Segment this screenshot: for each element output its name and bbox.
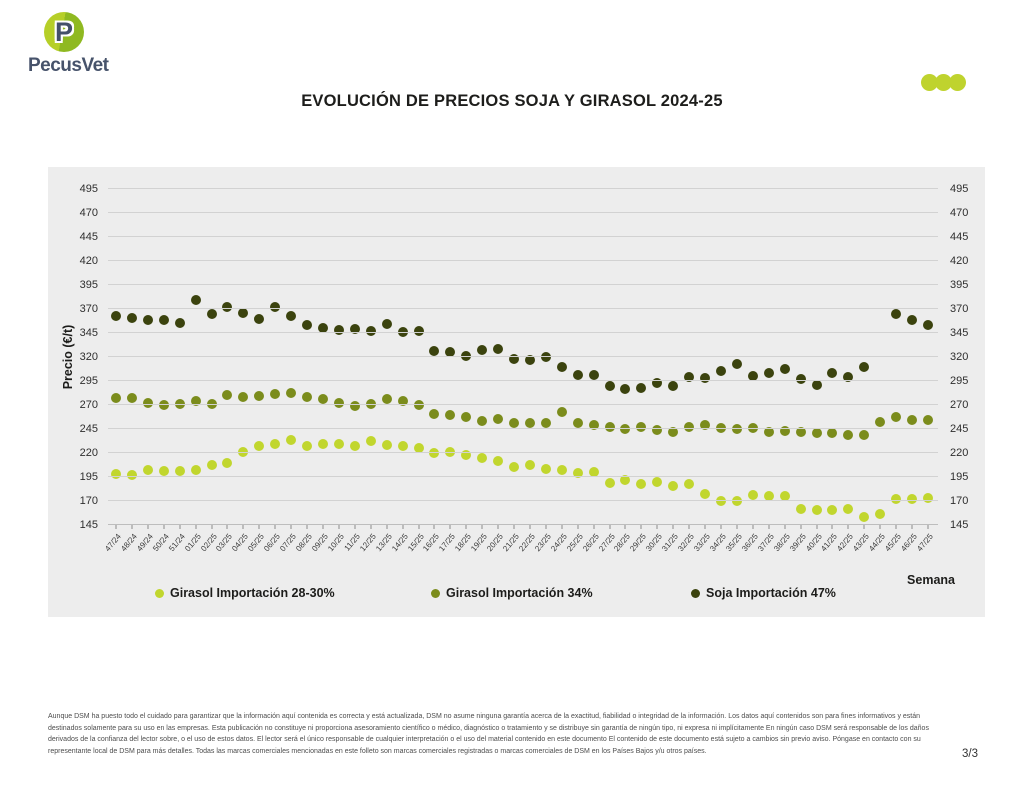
x-axis-tick (131, 525, 132, 529)
data-point (350, 441, 360, 451)
y-axis-tick-label: 195 (79, 471, 98, 483)
data-point (318, 439, 328, 449)
y-axis-tick-label: 345 (79, 327, 98, 339)
x-axis-tick-label: 04/25 (230, 532, 251, 554)
data-point (143, 465, 153, 475)
data-point (732, 496, 742, 506)
x-axis-tick-label: 46/25 (899, 532, 919, 554)
x-axis-tick (625, 525, 626, 529)
data-point (541, 418, 551, 428)
x-axis-tick (928, 525, 929, 529)
data-point (891, 309, 901, 319)
x-axis-tick-label: 30/25 (644, 532, 665, 554)
x-axis-tick-label: 13/25 (373, 532, 394, 554)
x-axis-tick (434, 525, 435, 529)
data-point (827, 428, 837, 438)
legend-item-soja-47 (691, 586, 836, 600)
data-point (207, 460, 217, 470)
x-axis-tick-label: 36/25 (739, 532, 760, 554)
data-point (191, 295, 201, 305)
data-point (286, 388, 296, 398)
x-axis-tick (402, 525, 403, 529)
y-axis-tick-label: 295 (950, 375, 969, 387)
gridline (108, 284, 938, 285)
data-point (175, 318, 185, 328)
data-point (652, 477, 662, 487)
x-axis-tick-label: 47/24 (103, 532, 123, 554)
x-axis-tick (259, 525, 260, 529)
y-axis-tick-label: 470 (79, 207, 98, 219)
data-point (302, 392, 312, 402)
data-point (573, 418, 583, 428)
data-point (827, 505, 837, 515)
x-axis-tick-label: 38/25 (771, 532, 792, 554)
data-point (143, 315, 153, 325)
data-point (891, 412, 901, 422)
x-axis-tick-label: 48/24 (119, 532, 139, 554)
data-point (684, 479, 694, 489)
disclaimer-text: Aunque DSM ha puesto todo el cuidado para garantizar que la información aquí contenida es correcta y está actualizada, DSM no asume ninguna garantía acerca de la exactitud, fiabilidad o integridad de la información. Los datos aquí contenidos son para fines informativos y están destinados solamente para su uso en las empresas. Esta publicación no constituye ni proporciona asesoramiento científico o médico, diagnóstico o tratamiento y se distribuye sin garantía de ningún tipo, ni expresa ni implícitamente En ningún caso DSM será responsable de los daños derivados de la confianza del lector sobre, o el uso de estos datos. El lector será el único responsable de cualquier interpretación o el uso del material contenido en este documento El contenido de este documento está sujeto a cambios sin previo aviso. Póngase en contacto con su representante local de DSM para más detalles. Todas las marcas comerciales mencionadas en este folleto son marcas comerciales registradas o marcas comerciales de DSM en los Países Bajos y/u otros países. (48, 713, 929, 755)
x-axis-tick (848, 525, 849, 529)
x-axis-tick-label: 49/24 (134, 532, 155, 554)
legend-label: Girasol Importación 34% (446, 586, 593, 600)
pecusvet-logo-icon (44, 12, 84, 52)
x-axis-tick-label: 07/25 (278, 532, 299, 554)
x-axis-tick-label: 32/25 (676, 532, 697, 554)
legend-label: Girasol Importación 28-30% (170, 586, 335, 600)
data-point (812, 428, 822, 438)
x-axis-tick-label: 25/25 (564, 532, 585, 554)
gridline (108, 236, 938, 237)
data-point (270, 439, 280, 449)
data-point (318, 394, 328, 404)
page-title: EVOLUCIÓN DE PRECIOS SOJA Y GIRASOL 2024-25 (301, 92, 723, 110)
data-point (477, 345, 487, 355)
data-point (843, 504, 853, 514)
legend-dot-icon (155, 589, 164, 598)
y-axis-tick-label: 445 (79, 231, 98, 243)
x-axis-tick-label: 17/25 (437, 532, 458, 554)
x-axis-tick-label: 11/25 (342, 532, 362, 553)
data-point (605, 478, 615, 488)
y-axis-tick-label: 145 (950, 519, 969, 531)
gridline (108, 428, 938, 429)
data-point (620, 424, 630, 434)
legend-dot-icon (691, 589, 700, 598)
x-axis-tick (705, 525, 706, 529)
x-axis-tick (593, 525, 594, 529)
data-point (207, 309, 217, 319)
data-point (525, 418, 535, 428)
data-point (557, 362, 567, 372)
data-point (907, 315, 917, 325)
data-point (191, 465, 201, 475)
x-axis-tick-label: 26/25 (580, 532, 601, 554)
logo-letter: P (54, 16, 73, 47)
y-axis-tick-label: 170 (79, 494, 98, 507)
data-point (382, 319, 392, 329)
legend-label: Soja Importación 47% (706, 586, 836, 600)
x-axis-tick (370, 525, 371, 529)
gridline (108, 524, 938, 525)
x-axis-tick (880, 525, 881, 529)
x-axis-tick-label: 22/25 (517, 532, 537, 554)
x-axis-tick (609, 525, 610, 529)
data-point (286, 311, 296, 321)
x-axis-tick-label: 44/25 (867, 532, 888, 554)
y-axis-tick-label: 320 (79, 351, 98, 363)
data-point (620, 384, 630, 394)
gridline (108, 212, 938, 213)
data-point (414, 400, 424, 410)
x-axis-tick (514, 525, 515, 529)
x-axis-tick-label: 23/25 (532, 532, 553, 554)
data-point (796, 504, 806, 514)
data-point (652, 425, 662, 435)
data-point (398, 441, 408, 451)
data-point (668, 481, 678, 491)
data-point (477, 416, 487, 426)
data-point (923, 320, 933, 330)
x-axis-tick (307, 525, 308, 529)
data-point (159, 400, 169, 410)
x-axis-tick-label: 33/25 (692, 532, 712, 554)
y-axis-tick-label: 345 (950, 327, 969, 339)
data-point (286, 435, 296, 445)
data-point (429, 409, 439, 419)
x-axis-tick (641, 525, 642, 529)
x-axis-tick-label: 05/25 (246, 532, 267, 554)
x-axis-tick (275, 525, 276, 529)
data-point (382, 440, 392, 450)
x-axis-tick-label: 08/25 (294, 532, 314, 554)
x-axis-tick (195, 525, 196, 529)
data-point (509, 418, 519, 428)
x-axis-tick-label: 15/25 (405, 532, 426, 554)
data-point (493, 414, 503, 424)
data-point (254, 391, 264, 401)
x-axis-tick-label: 10/25 (326, 532, 346, 554)
data-point (429, 346, 439, 356)
data-point (875, 509, 885, 519)
y-axis-tick-label: 295 (79, 375, 98, 387)
x-axis-tick (498, 525, 499, 529)
data-point (127, 313, 137, 323)
data-point (923, 493, 933, 503)
x-axis-tick (816, 525, 817, 529)
data-point (700, 373, 710, 383)
data-point (111, 311, 121, 321)
x-axis-tick (545, 525, 546, 529)
gridline (108, 404, 938, 405)
x-axis-tick-label: 40/25 (803, 532, 824, 554)
y-axis-tick-label: 420 (79, 255, 98, 267)
data-point (525, 460, 535, 470)
data-point (748, 490, 758, 500)
data-point (493, 344, 503, 354)
data-point (859, 512, 869, 522)
x-axis-tick (896, 525, 897, 529)
data-point (589, 370, 599, 380)
x-axis-tick (211, 525, 212, 529)
data-point (859, 362, 869, 372)
y-axis-tick-label: 245 (950, 423, 969, 435)
gridline (108, 452, 938, 453)
x-axis-tick (322, 525, 323, 529)
data-point (907, 415, 917, 425)
data-point (334, 325, 344, 335)
legend-dot-icon (431, 589, 440, 598)
x-axis-tick-label: 03/25 (214, 532, 235, 554)
data-point (429, 448, 439, 458)
x-axis-tick (768, 525, 769, 529)
y-axis-title: Precio (€/t) (61, 324, 75, 390)
x-axis-tick (338, 525, 339, 529)
y-axis-tick-label: 170 (950, 494, 969, 507)
data-point (843, 430, 853, 440)
x-axis-tick-label: 47/25 (915, 532, 935, 554)
y-axis-tick-label: 370 (79, 303, 98, 315)
x-axis-tick (800, 525, 801, 529)
x-axis-tick (721, 525, 722, 529)
data-point (382, 394, 392, 404)
x-axis-tick-label: 09/25 (310, 532, 330, 554)
y-axis-tick-label: 195 (950, 471, 969, 483)
data-point (859, 430, 869, 440)
data-point (509, 462, 519, 472)
dot-icon (949, 74, 966, 91)
x-axis-tick (466, 525, 467, 529)
data-point (334, 439, 344, 449)
data-point (732, 424, 742, 434)
x-axis-tick (179, 525, 180, 529)
y-axis-tick-label: 370 (950, 303, 969, 315)
x-axis-tick-label: 34/25 (708, 532, 728, 554)
y-axis-tick-label: 470 (950, 207, 969, 219)
plot-area (79, 183, 969, 554)
gridline (108, 356, 938, 357)
x-axis-tick-label: 14/25 (389, 532, 410, 554)
y-axis-tick-label: 270 (950, 399, 969, 411)
y-axis-tick-label: 320 (950, 351, 969, 363)
data-point (636, 479, 646, 489)
data-point (716, 496, 726, 506)
x-axis-tick (577, 525, 578, 529)
data-point (605, 381, 615, 391)
x-axis-tick (243, 525, 244, 529)
data-point (254, 314, 264, 324)
x-axis-tick (673, 525, 674, 529)
x-axis-tick-label: 37/25 (755, 532, 776, 554)
y-axis-tick-label: 270 (79, 399, 98, 411)
data-point (445, 410, 455, 420)
y-axis-tick-label: 495 (950, 183, 969, 195)
x-axis-tick-label: 45/25 (883, 532, 904, 554)
x-axis-tick (418, 525, 419, 529)
x-axis-tick-label: 01/25 (182, 532, 203, 554)
x-axis-tick (912, 525, 913, 529)
x-axis-tick (736, 525, 737, 529)
x-axis-tick (784, 525, 785, 529)
gridline (108, 380, 938, 381)
x-axis-tick (147, 525, 148, 529)
data-point (573, 370, 583, 380)
gridline (108, 332, 938, 333)
gridline (108, 500, 938, 501)
x-axis-tick-label: 24/25 (548, 532, 569, 554)
data-point (111, 469, 121, 479)
x-axis-tick-label: 28/25 (612, 532, 633, 554)
x-axis-tick-label: 16/25 (421, 532, 442, 554)
x-axis-tick (529, 525, 530, 529)
data-point (732, 359, 742, 369)
x-axis-tick-label: 42/25 (835, 532, 856, 554)
x-axis-tick-label: 51/24 (166, 532, 187, 554)
data-point (366, 436, 376, 446)
x-axis-tick (227, 525, 228, 529)
x-axis-tick (657, 525, 658, 529)
data-point (270, 389, 280, 399)
decorative-dots-icon (924, 74, 966, 91)
gridline (108, 476, 938, 477)
data-point (175, 466, 185, 476)
x-axis-tick (386, 525, 387, 529)
x-axis-tick-label: 39/25 (787, 532, 808, 554)
y-axis-tick-label: 420 (950, 255, 969, 267)
data-point (111, 393, 121, 403)
legend-item-girasol-28-30 (155, 586, 335, 600)
data-point (302, 320, 312, 330)
data-point (350, 401, 360, 411)
x-axis-tick-label: 31/25 (660, 532, 681, 554)
data-point (557, 407, 567, 417)
y-axis-tick-label: 220 (79, 447, 98, 459)
y-axis-tick-label: 495 (79, 183, 98, 195)
data-point (716, 366, 726, 376)
data-point (477, 453, 487, 463)
data-point (875, 417, 885, 427)
x-axis-tick-label: 27/25 (596, 532, 617, 554)
x-axis-tick-label: 21/25 (501, 532, 521, 554)
data-point (238, 392, 248, 402)
data-point (238, 308, 248, 318)
x-axis-tick-label: 50/24 (150, 532, 171, 554)
x-axis-tick (450, 525, 451, 529)
data-point (461, 412, 471, 422)
data-point (636, 383, 646, 393)
data-point (700, 489, 710, 499)
y-axis-tick-label: 395 (79, 279, 98, 291)
x-axis-tick-label: 06/25 (262, 532, 283, 554)
page-number: 3/3 (962, 748, 978, 760)
pecusvet-logo (28, 12, 148, 77)
y-axis-tick-label: 145 (79, 519, 98, 531)
x-axis-tick-label: 43/25 (851, 532, 872, 554)
x-axis-tick-label: 35/25 (724, 532, 744, 554)
data-point (668, 381, 678, 391)
x-axis-title: Semana (907, 573, 955, 587)
data-point (254, 441, 264, 451)
price-chart-panel (48, 167, 985, 617)
x-axis-tick (163, 525, 164, 529)
y-axis-tick-label: 395 (950, 279, 969, 291)
data-point (127, 393, 137, 403)
x-axis-tick (832, 525, 833, 529)
logo-wordmark: PecusVet (28, 55, 109, 76)
data-point (222, 390, 232, 400)
data-point (222, 458, 232, 468)
data-point (557, 465, 567, 475)
data-point (764, 368, 774, 378)
x-axis-tick (752, 525, 753, 529)
data-point (159, 466, 169, 476)
y-axis-tick-label: 445 (950, 231, 969, 243)
x-axis-tick (354, 525, 355, 529)
x-axis-tick-label: 29/25 (628, 532, 649, 554)
data-point (780, 364, 790, 374)
gridline (108, 260, 938, 261)
gridline (108, 188, 938, 189)
x-axis-tick-label: 18/25 (453, 532, 474, 554)
data-point (812, 505, 822, 515)
legend-item-girasol-34 (431, 586, 593, 600)
data-point (159, 315, 169, 325)
data-point (812, 380, 822, 390)
x-axis-tick (291, 525, 292, 529)
data-point (541, 352, 551, 362)
data-point (923, 415, 933, 425)
y-axis-tick-label: 220 (950, 447, 969, 459)
x-axis-tick-label: 12/25 (357, 532, 378, 554)
data-point (541, 464, 551, 474)
x-axis-tick-label: 19/25 (469, 532, 490, 554)
y-axis-tick-label: 245 (79, 423, 98, 435)
x-axis-tick (689, 525, 690, 529)
x-axis-tick (561, 525, 562, 529)
x-axis-tick (116, 525, 117, 529)
data-point (827, 368, 837, 378)
x-axis-tick (482, 525, 483, 529)
gridline (108, 308, 938, 309)
x-axis-tick (864, 525, 865, 529)
data-point (493, 456, 503, 466)
data-point (302, 441, 312, 451)
x-axis-tick-label: 20/25 (485, 532, 506, 554)
x-axis-tick-label: 02/25 (198, 532, 219, 554)
data-points-area (103, 189, 935, 554)
x-axis-tick-label: 41/25 (819, 532, 840, 554)
